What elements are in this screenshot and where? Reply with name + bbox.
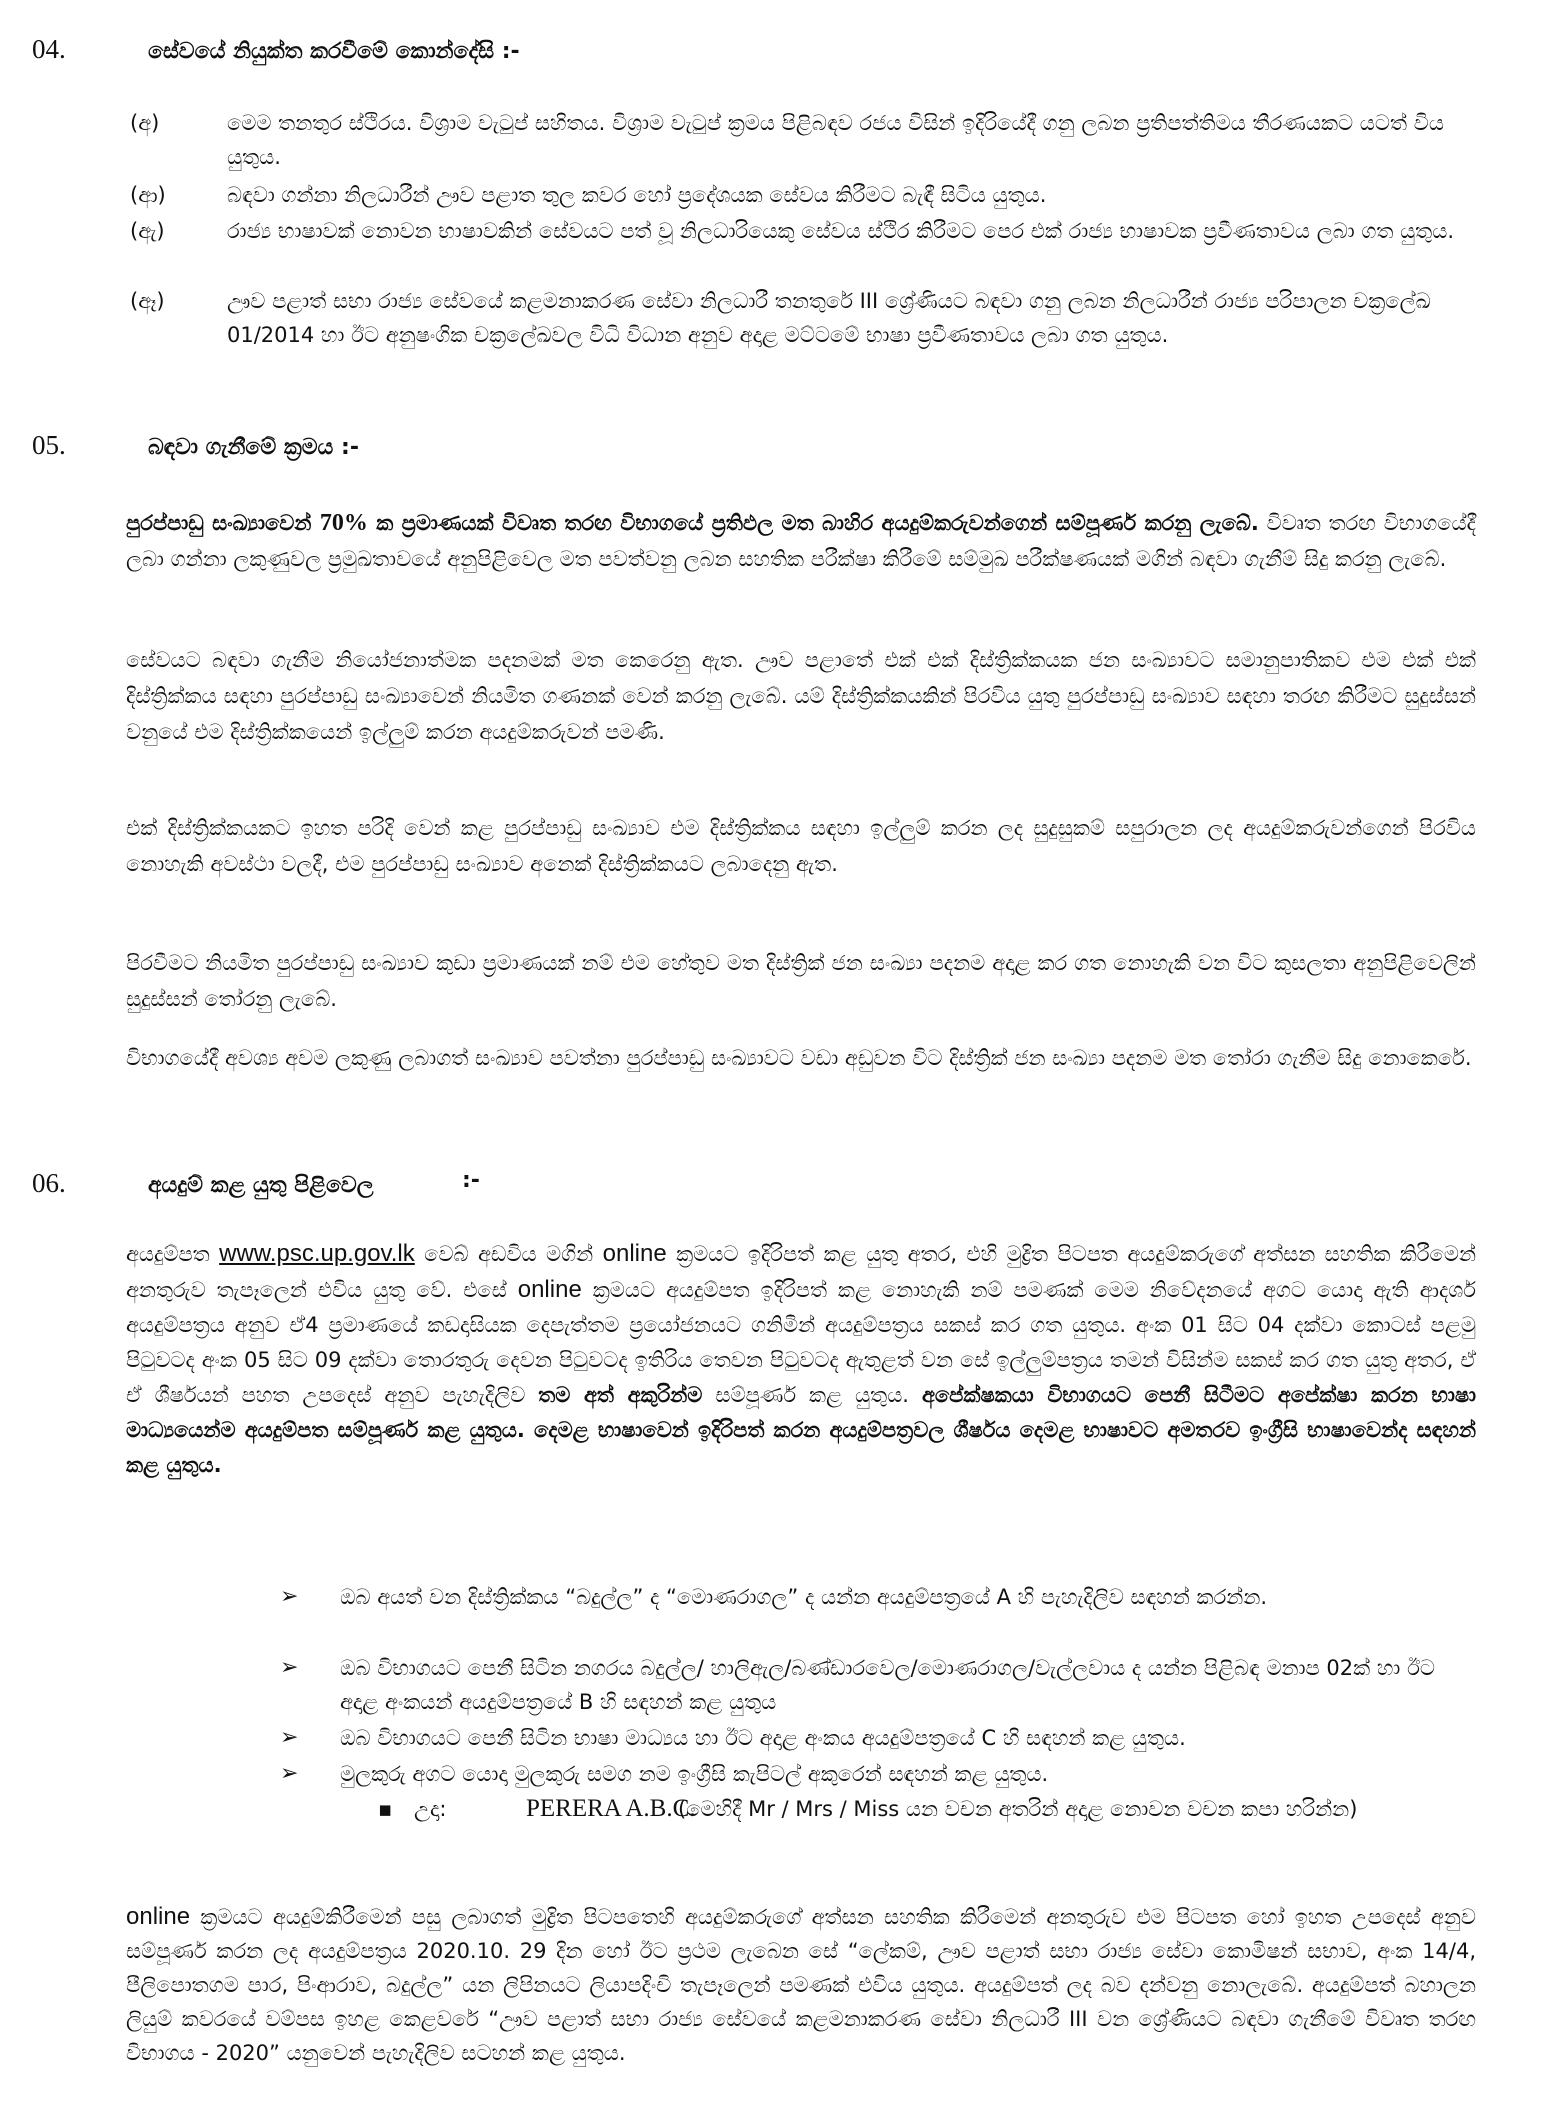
- section-number: 06.: [32, 1168, 66, 1198]
- paragraph-text: පිරවීමට නියමිත පුරප්පාඩු සංඛ්‍යාව කුඩා ප්‍රමාණයක් නම් එම හේතුව මත දිස්ත්‍රික් ජන සංඛ්‍යා පදනම අදාළ කර ගත නොහැකි වන විට කුසලතා අනුපිළිවෙලින් සුදුස්සන් තෝරනු ලැබේ.: [126, 951, 1476, 1011]
- paragraph-text: ක්‍රමයට අයදුම්පත ඉදිරිපත් කළ නොහැකි නම් පමණක් මෙම නිවේදනයේ අගට යොදා ඇති ආදර්ශ අයදුම්පත්‍රය අනුව ඒ4 ප්‍රමාණයේ කඩදාසියක දෙපැත්තම ප්‍රයෝජනයට ගනිමින් අයදුම්පත්‍රය සකස් කර ගත යුතුය. අංක 01 සිට 04 දක්වා කොටස් පළමු පිටුවටද අංක 05 සිට 09 දක්වා තොරතුරු දෙවන පිටුවටද ඉතිරිය තෙවන පිටුවටද ඇතුළත් වන සේ ඉල්ලුම්පත්‍රය තමන් විසින්ම සකස් කර ගත යුතු අතර, ඒ ඒ ශීර්ෂයන් පහත උපදෙස් අනුව පැහැදිලිව: [126, 1278, 1476, 1407]
- section-number: 04.: [32, 34, 66, 64]
- section-title: අයදුම් කළ යුතු පිළිවෙල: [148, 1173, 374, 1198]
- paragraph-text: සේවයට බඳවා ගැනීම නියෝජනාත්මක පදනමක් මත කෙරෙනු ඇත. ඌව පළාතේ එක් එක් දිස්ත්‍රික්කයක ජන සංඛ්‍යාවට සමානුපාතිකව එම එක් එක් දිස්ත්‍රික්කය සඳහා පුරප්පාඩු සංඛ්‍යාවෙන් නියමිත ගණනක් වෙන් කරනු ලැබේ. යම් දිස්ත්‍රික්කයකින් පිරවිය යුතු පුරප්පාඩු සංඛ්‍යාව සඳහා තරඟ කිරීමට සුදුස්සන් වනුයේ එම දිස්ත්‍රික්කයෙන් ඉල්ලුම් කරන අයදුම්කරුවන් පමණි.: [126, 648, 1476, 744]
- paragraph-text: ක්‍රමයට ඉදිරිපත් කළ යුතු අතර, එහි මුද්‍රිත පිටපත අයදුම්කරුගේ අත්සන සහතික කිරීමෙන් අනතුරුව තැපෑලෙන් එවිය යුතු වේ. එසේ: [126, 1242, 1476, 1302]
- paragraph-text: සම්පූර්ණ කළ යුතුය.: [702, 1383, 922, 1407]
- bold-text: තම අත් අකුරින්ම: [538, 1383, 703, 1407]
- recruitment-paragraph-3: [126, 810, 1476, 882]
- paragraph-text: එක් දිස්ත්‍රික්කයකට ඉහත පරිදි වෙන් කළ පුරප්පාඩු සංඛ්‍යාව එම දිස්ත්‍රික්කය සඳහා ඉල්ලුම් කරන ලද සුදුසුකම් සපුරාලන ලද අයදුම්කරුවන්ගෙන් පිරවිය නොහැකි අවස්ථා වලදී, එම පුරප්පාඩු සංඛ්‍යාව අනෙක් දිස්ත්‍රික්කයට ලබාදෙනු ඇත.: [126, 816, 1476, 876]
- online-term: online: [517, 1276, 582, 1303]
- condition-item-aa: [130, 178, 1460, 212]
- item-label: (ආ): [130, 183, 166, 207]
- recruitment-paragraph-4: [126, 945, 1476, 1017]
- section-title: බඳවා ගැනීමේ ක්‍රමය :-: [148, 435, 359, 460]
- section-title: සේවයේ නියුක්ත කරවීමේ කොන්දේසි :-: [148, 39, 520, 64]
- example-note: (මෙහිදී Mr / Mrs / Miss යන වචන අතරින් අදාළ නොවන වචන කපා හරින්න): [678, 1797, 1358, 1821]
- item-label: (අ): [130, 111, 160, 135]
- condition-item-ae: [130, 214, 1460, 248]
- section-05-heading: [32, 430, 359, 461]
- paragraph-text: වෙබ් අඩවිය මගින්: [414, 1242, 603, 1266]
- bullet-text: මුලකුරු අගට යොදා මුලකුරු සමග නම ඉංග්‍රීසි කැපිටල් අකුරෙන් සඳහන් කළ යුතුය.: [340, 1762, 1049, 1786]
- example-label: උදා:: [414, 1797, 447, 1821]
- online-term: online: [126, 1903, 191, 1930]
- section-04-heading: [32, 34, 520, 65]
- section-colon: :-: [462, 1168, 480, 1193]
- bullet-text: ඔබ අයත් වන දිස්ත්‍රික්කය “බදුල්ල” ද “මොණරාගල” ද යන්න අයදුම්පත්‍රයේ A හි පැහැදිලිව සඳහන් කරන්න.: [340, 1585, 1268, 1609]
- item-text: රාජ්‍ය භාෂාවක් නොවන භාෂාවකින් සේවයට පත් වූ නිලධාරියෙකු සේවය ස්ථිර කිරීමට පෙර එක් රාජ්‍ය භාෂාවක ප්‍රවීණතාවය ලබා ගත යුතුය.: [227, 219, 1454, 243]
- bullet-text: ඔබ විභාගයට පෙනී සිටින භාෂා මාධ්‍යය හා ඊට අදාළ අංකය අයදුම්පත්‍රයේ C හි සඳහන් කළ යුතුය.: [340, 1726, 1186, 1750]
- website-link[interactable]: www.psc.up.gov.lk: [219, 1240, 415, 1267]
- item-text: බඳවා ගන්නා නිලධාරීන් ඌව පළාත තුල කවර හෝ ප්‍රදේශයක සේවය කිරීමට බැඳී සිටිය යුතුය.: [227, 183, 1047, 207]
- arrow-bullet-icon: ➢: [280, 1584, 299, 1609]
- paragraph-text: විවෘත තරඟ විභාගයේදී ලබා ගන්නා ලකුණුවල ප්‍රමුඛතාවයේ අනුපිළිවෙල මත පවත්වනු ලබන සහතික පරීක්ෂා කිරීමේ සම්මුඛ පරීක්ෂණයක් මගින් බඳවා ගැනීම් සිදු කරනු ලැබේ.: [126, 511, 1476, 571]
- bold-text: පුරප්පාඩු සංඛ්‍යාවෙන්: [126, 511, 320, 535]
- bold-text: අපේක්ෂකයා විභාගයට පෙනී සිටීමට අපේක්ෂා කරන භාෂා මාධ්‍යයෙන්ම අයදුම්පත සම්පූර්ණ කළ යුතුය. දෙමළ භාෂාවෙන් ඉදිරිපත් කරන අයදුම්පත්‍රවල ශීර්ෂය දෙමළ භාෂාවට අමතරව ඉංග්‍රීසි භාෂාවෙන්ද සඳහන් කළ යුතුය.: [126, 1383, 1476, 1477]
- instruction-bullet-1: [280, 1580, 1460, 1614]
- arrow-bullet-icon: ➢: [280, 1761, 299, 1786]
- bold-text: ක ප්‍රමාණයක් විවෘත තරඟ විභාගයේ ප්‍රතිඵල මත බාහිර අයදුම්කරුවන්ගෙන් සම්පූර්ණ කරනු ලැබේ.: [367, 511, 1259, 535]
- recruitment-paragraph-2: [126, 642, 1476, 750]
- item-text: මෙම තනතුර ස්ථිරය. විශ්‍රාම වැටුප් සහිතය. විශ්‍රාම වැටුප් ක්‍රමය පිළිබඳව රජය විසින් ඉදිරියේදී ගනු ලබන ප්‍රතිපත්තිමය තීරණයකට යටත් විය යුතුය.: [227, 111, 1444, 169]
- instruction-bullet-4: [280, 1757, 1460, 1791]
- item-text: ඌව පළාත් සභා රාජ්‍ය සේවයේ කළමනාකරණ සේවා නිලධාරී තනතුරේ III ශ්‍රේණියට බඳවා ගනු ලබන නිලධාරීන් රාජ්‍ය පරිපාලන චක්‍රලේඛ 01/2014 හා ඊට අනුෂංගික චක්‍රලේඛවල විධි විධාන අනුව අදාළ මට්ටමේ භාෂා ප්‍රවීණතාවය ලබා ගත යුතුය.: [227, 289, 1431, 347]
- arrow-bullet-icon: ➢: [280, 1725, 299, 1750]
- name-example: [378, 1792, 1468, 1826]
- item-label: (ඇ): [130, 219, 165, 243]
- arrow-bullet-icon: ➢: [280, 1655, 299, 1680]
- paragraph-text: විභාගයේදී අවශ්‍ය අවම ලකුණු ලබාගත් සංඛ්‍යාව පවත්නා පුරප්පාඩු සංඛ්‍යාවට වඩා අඩුවන විට දිස්ත්‍රික් ජන සංඛ්‍යා පදනම මත තෝරා ගැනීම සිදු නොකෙරේ.: [126, 1046, 1472, 1070]
- recruitment-paragraph-5: [126, 1040, 1476, 1076]
- item-label: (ඈ): [130, 289, 165, 313]
- application-paragraph-2: [126, 1900, 1476, 2070]
- condition-item-a: [130, 106, 1460, 174]
- instruction-bullet-2: [280, 1651, 1460, 1719]
- application-paragraph-1: [126, 1236, 1476, 1483]
- percentage-value: 70%: [319, 510, 368, 536]
- section-number: 05.: [32, 430, 66, 460]
- recruitment-paragraph-1: [126, 505, 1476, 577]
- instruction-bullet-3: [280, 1721, 1460, 1755]
- bullet-text: ඔබ විභාගයට පෙනී සිටින නගරය බදුල්ල/ හාලිඇල/බණ්ඩාරවෙල/මොණරාගල/වැල්ලවාය ද යන්න පිළිබඳ මනාප 02ක් හා ඊට අදාළ අංකයන් අයදුම්පත්‍රයේ B හි සඳහන් කළ යුතුය: [340, 1656, 1435, 1714]
- square-bullet-icon: ▪: [378, 1797, 393, 1821]
- online-term: online: [602, 1240, 667, 1267]
- example-name: PERERA A.B.C.: [526, 1795, 696, 1822]
- section-06-heading: [32, 1168, 480, 1199]
- condition-item-aae: [130, 284, 1460, 352]
- paragraph-text: ක්‍රමයට අයදුම්කිරීමෙන් පසු ලබාගත් මුද්‍රිත පිටපතෙහි අයදුම්කරුගේ අත්සන සහතික කිරීමෙන් අනතුරුව එම පිටපත හෝ ඉහත උපදෙස් අනුව සම්පූර්ණ කරන ලද අයදුම්පත්‍රය 2020.10. 29 දින හෝ ඊට ප්‍රථම ලැබෙන සේ “ලේකම්, ඌව පළාත් සභා රාජ්‍ය සේවා කොමිෂන් සභාව, අංක 14/4, පීලිපොතගම පාර, පිංආරාව, බදුල්ල” යන ලිපිනයට ලියාපදිංචි තැපෑලෙන් පමණක් එවිය යුතුය. අයදුම්පත් ලද බව දන්වනු නොලැබේ. අයදුම්පත් බහාලන ලියුම් කවරයේ වම්පස ඉහළ කෙළවරේ “ඌව පළාත් සභා රාජ්‍ය සේවයේ කළමනාකරණ සේවා නිලධාරී III වන ශ්‍රේණියට බඳවා ගැනීමේ විවෘත තරඟ විභාගය - 2020” යනුවෙන් පැහැදිලිව සටහන් කළ යුතුය.: [126, 1905, 1476, 2065]
- paragraph-text: අයදුම්පත: [126, 1242, 220, 1266]
